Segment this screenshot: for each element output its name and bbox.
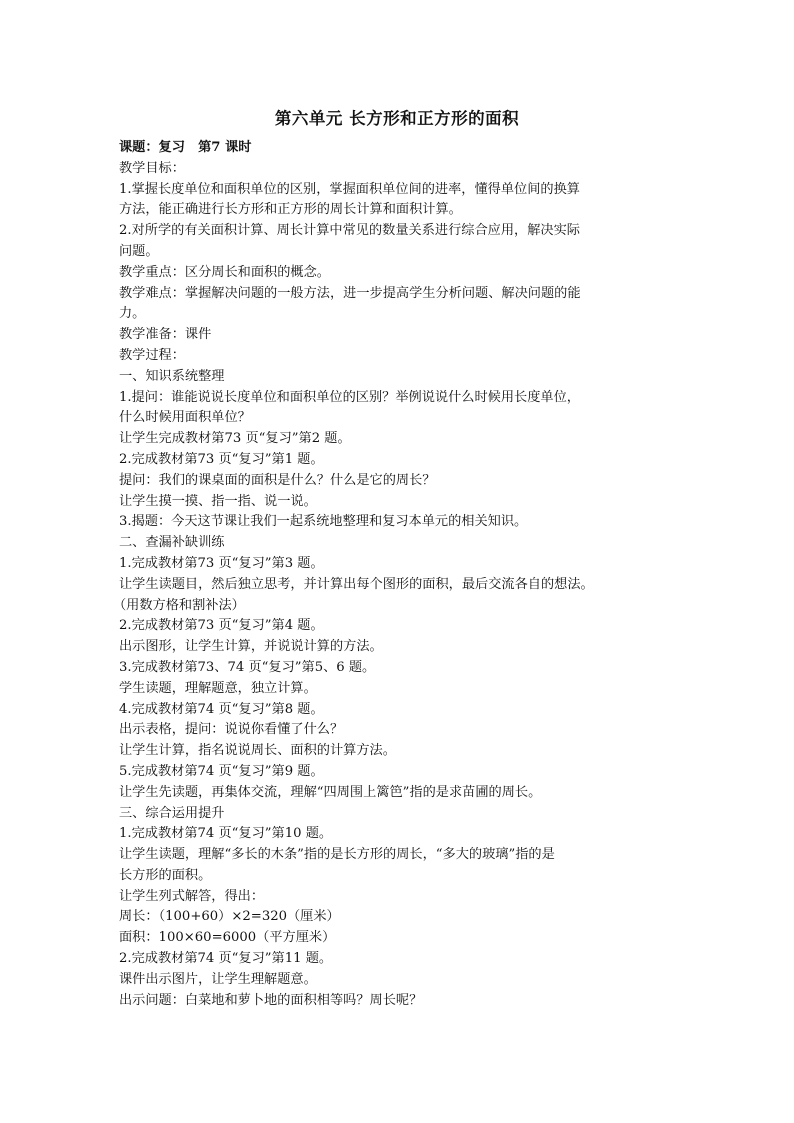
section-heading: 二、查漏补缺训练	[119, 535, 225, 551]
section-heading: 一、知识系统整理	[119, 368, 225, 384]
text-line: 3.完成教材第73、74 页“复习”第5、6 题。	[119, 659, 376, 675]
section-heading: 三、综合运用提升	[119, 805, 225, 821]
text-line: 4.完成教材第74 页“复习”第8 题。	[119, 701, 324, 717]
text-line: 2.完成教材第73 页“复习”第1 题。	[119, 451, 324, 467]
text-line: 课件出示图片，让学生理解题意。	[119, 971, 317, 987]
text-line: 让学生摸一摸、指一指、说一说。	[119, 493, 317, 509]
text-line: 5.完成教材第74 页“复习”第9 题。	[119, 763, 324, 779]
text-line: 教学目标：	[119, 160, 185, 176]
text-line: 教学重点：区分周长和面积的概念。	[119, 264, 330, 280]
text-line: 2.完成教材第74 页“复习”第11 题。	[119, 951, 333, 967]
text-line: 问题。	[119, 243, 159, 259]
text-line: 教学过程：	[119, 347, 185, 363]
text-line: 周长：（100+60）×2=320（厘米）	[119, 909, 340, 925]
text-line: 1.完成教材第73 页“复习”第3 题。	[119, 555, 324, 571]
text-line: 长方形的面积。	[119, 867, 212, 883]
text-line: 什么时候用面积单位？	[119, 410, 251, 426]
text-line: 让学生列式解答，得出：	[119, 888, 265, 904]
text-line: 1.完成教材第74 页“复习”第10 题。	[119, 826, 333, 842]
text-line: 力。	[119, 306, 146, 322]
text-line: 1.提问：谁能说说长度单位和面积单位的区别？举例说说什么时候用长度单位，	[119, 389, 580, 405]
text-line: 出示图形，让学生计算，并说说计算的方法。	[119, 639, 383, 655]
text-line: 出示问题：白菜地和萝卜地的面积相等吗？周长呢？	[119, 992, 423, 1008]
text-line: 让学生读题目，然后独立思考，并计算出每个图形的面积，最后交流各自的想法。	[119, 576, 594, 592]
text-line: 让学生读题，理解“多长的木条”指的是长方形的周长，“多大的玻璃”指的是	[119, 847, 555, 863]
text-line: 出示表格，提问：说说你看懂了什么？	[119, 722, 344, 738]
text-line: 2.完成教材第73 页“复习”第4 题。	[119, 618, 324, 634]
text-line: 提问：我们的课桌面的面积是什么？什么是它的周长？	[119, 472, 436, 488]
text-line: 3.揭题：今天这节课让我们一起系统地整理和复习本单元的相关知识。	[119, 514, 528, 530]
text-line: 教学准备：课件	[119, 327, 212, 343]
text-line: 让学生先读题，再集体交流，理解“四周围上篱笆”指的是求苗圃的周长。	[119, 784, 542, 800]
text-line: 2.对所学的有关面积计算、周长计算中常见的数量关系进行综合应用，解决实际	[119, 223, 580, 239]
page-title: 第六单元 长方形和正方形的面积	[274, 109, 520, 128]
text-line: 方法，能正确进行长方形和正方形的周长计算和面积计算。	[119, 202, 462, 218]
text-line: （用数方格和割补法）	[113, 597, 245, 613]
text-line: 面积：100×60=6000（平方厘米）	[119, 930, 336, 946]
text-line: 学生读题，理解题意，独立计算。	[119, 680, 317, 696]
lesson-subtitle: 课题：复习 第7 课时	[119, 140, 252, 155]
document-body	[113, 138, 679, 1011]
text-line: 让学生计算，指名说说周长、面积的计算方法。	[119, 743, 396, 759]
text-line: 教学难点：掌握解决问题的一般方法，进一步提高学生分析问题、解决问题的能	[119, 285, 581, 301]
text-line: 1.掌握长度单位和面积单位的区别，掌握面积单位间的进率，懂得单位间的换算	[119, 181, 580, 197]
text-line: 让学生完成教材第73 页“复习”第2 题。	[119, 431, 351, 447]
